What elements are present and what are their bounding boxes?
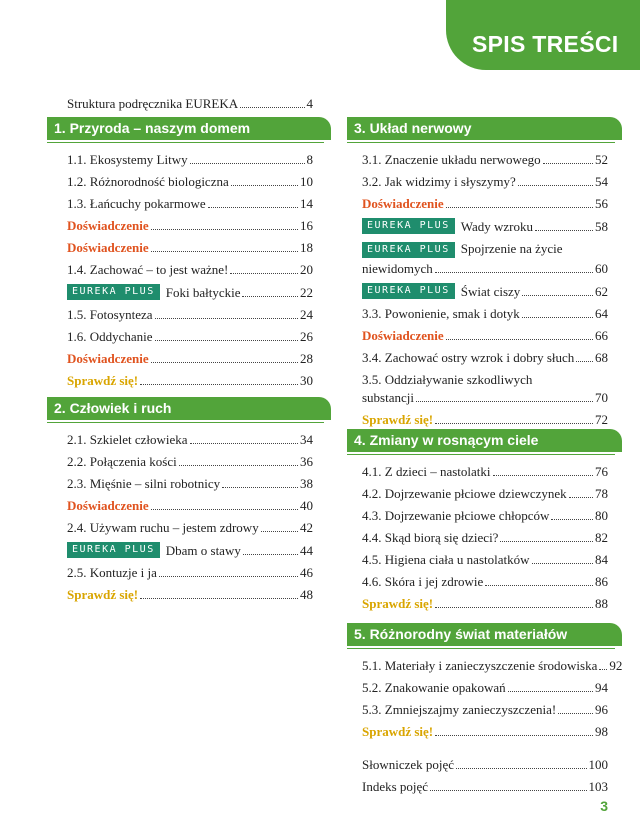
page-number-ref: 86 (595, 574, 608, 589)
entry-title: Sprawdź się! (67, 373, 139, 388)
leader-dots (151, 509, 298, 510)
page-number-ref: 60 (595, 261, 608, 277)
page-number-ref: 34 (300, 432, 313, 447)
page-number-ref: 88 (595, 596, 608, 611)
entry-title: 4.5. Higiena ciała u nastolatków (362, 552, 530, 567)
entry-title: 1.3. Łańcuchy pokarmowe (67, 196, 206, 211)
leader-dots (243, 554, 298, 555)
leader-dots (231, 185, 298, 186)
entry-title: 5.2. Znakowanie opakowań (362, 680, 506, 695)
title-tab (446, 0, 640, 70)
entry-title: 1.4. Zachować – to jest ważne! (67, 262, 229, 277)
leader-dots (179, 465, 298, 466)
toc-entry[interactable] (362, 508, 608, 523)
leader-dots (190, 163, 305, 164)
entry-title: Sprawdź się! (362, 412, 434, 428)
page-number-ref: 72 (595, 412, 608, 428)
entry-title: 2.3. Mięśnie – silni robotnicy (67, 476, 221, 491)
entry-title: 4.6. Skóra i jej zdrowie (362, 574, 484, 589)
leader-dots (240, 107, 304, 108)
entry-title: Foki bałtyckie (165, 285, 241, 300)
entry-title: Świat ciszy (460, 284, 521, 300)
entry-title: 4.2. Dojrzewanie płciowe dziewczynek (362, 486, 567, 501)
toc-entry[interactable] (67, 307, 313, 322)
toc-entry[interactable] (67, 196, 313, 211)
page-number-ref: 22 (300, 285, 313, 300)
page-number-ref: 28 (300, 351, 313, 366)
toc-entry[interactable] (362, 464, 608, 479)
toc-entry[interactable] (67, 174, 313, 189)
toc-entry[interactable] (67, 587, 313, 602)
eureka-plus-badge: EUREKA PLUS (67, 542, 160, 558)
page-number-ref: 46 (300, 565, 313, 580)
page-number-ref: 16 (300, 218, 313, 233)
eureka-plus-badge: EUREKA PLUS (362, 218, 455, 234)
entry-title: Doświadczenie (67, 351, 149, 366)
entry-line (362, 241, 608, 258)
toc-entry[interactable] (362, 574, 608, 589)
toc-entry[interactable] (362, 724, 608, 739)
page-number-ref: 70 (595, 390, 608, 406)
page-number-ref: 42 (300, 520, 313, 535)
leader-dots (576, 361, 593, 362)
toc-entry[interactable] (67, 218, 313, 233)
toc-entry[interactable] (362, 757, 608, 772)
entry-title: 4.1. Z dzieci – nastolatki (362, 464, 491, 479)
toc-entry[interactable] (362, 680, 608, 695)
leader-dots (599, 669, 607, 670)
toc-entry[interactable] (362, 328, 608, 343)
toc-entry[interactable] (67, 498, 313, 513)
leader-dots (140, 384, 298, 385)
leader-dots (493, 475, 593, 476)
leader-dots (435, 272, 593, 273)
spacer (362, 739, 608, 748)
entry-title: Sprawdź się! (67, 587, 139, 602)
page-number-ref: 52 (595, 152, 608, 167)
page-number-ref: 14 (300, 196, 313, 211)
leader-dots (518, 185, 593, 186)
eureka-plus-badge: EUREKA PLUS (362, 283, 455, 299)
entry-title-cont: niewidomych (362, 261, 433, 277)
toc-entry[interactable] (362, 552, 608, 567)
entry-title: 1.6. Oddychanie (67, 329, 153, 344)
entry-title: Wady wzroku (460, 219, 533, 234)
leader-dots (456, 768, 586, 769)
page-number-ref: 38 (300, 476, 313, 491)
page-number-ref: 58 (595, 219, 608, 234)
entry-line (362, 372, 608, 387)
toc-entry[interactable] (362, 306, 608, 321)
page-number-ref: 103 (588, 779, 608, 794)
leader-dots (508, 691, 593, 692)
leader-dots (155, 340, 298, 341)
toc-entry[interactable] (67, 520, 313, 535)
toc-entry[interactable] (362, 152, 608, 167)
leader-dots (242, 296, 298, 297)
entry-title: 2.2. Połączenia kości (67, 454, 177, 469)
toc-entry[interactable] (67, 351, 313, 366)
extra-entries (362, 748, 608, 794)
entry-title: 3.2. Jak widzimy i słyszymy? (362, 174, 516, 189)
entry-title: Spojrzenie na życie (460, 241, 563, 256)
leader-dots (446, 207, 593, 208)
leader-dots (543, 163, 593, 164)
page-number: 3 (600, 798, 608, 814)
leader-dots (435, 735, 593, 736)
toc-entry[interactable] (67, 542, 313, 558)
leader-dots (140, 598, 298, 599)
page-number-ref: 8 (306, 152, 313, 167)
toc-entry[interactable] (362, 658, 623, 673)
page-number-ref: 44 (300, 543, 313, 558)
section-3 (354, 117, 608, 428)
entry-title: 4.4. Skąd biorą się dzieci? (362, 530, 499, 545)
entry-title: 4.3. Dojrzewanie płciowe chłopców (362, 508, 550, 523)
page-number-ref: 10 (300, 174, 313, 189)
leader-dots (522, 295, 593, 296)
toc-entry[interactable] (67, 432, 313, 447)
toc-entry[interactable] (67, 152, 313, 167)
leader-dots (532, 563, 593, 564)
toc-entry[interactable] (362, 196, 608, 211)
entry-title: 3.4. Zachować ostry wzrok i dobry słuch (362, 350, 575, 366)
section-title: 4. Zmiany w rosnącym ciele (347, 429, 622, 452)
toc-entry[interactable] (67, 262, 313, 277)
leader-dots (485, 585, 593, 586)
toc-entry[interactable] (67, 373, 313, 388)
entry-title: 3.3. Powonienie, smak i dotyk (362, 306, 520, 322)
toc-entry[interactable] (67, 476, 313, 491)
toc-entry[interactable] (362, 283, 608, 299)
intro-text: Struktura podręcznika EUREKA (67, 96, 239, 111)
entry-line (362, 261, 608, 276)
entry-title: 2.4. Używam ruchu – jestem zdrowy (67, 520, 259, 535)
page-number-ref: 24 (300, 307, 313, 322)
leader-dots (569, 497, 593, 498)
section-5 (354, 623, 623, 794)
page-number-ref: 56 (595, 196, 608, 211)
page-number-ref: 18 (300, 240, 313, 255)
leader-dots (500, 541, 593, 542)
section-title: 3. Układ nerwowy (347, 117, 622, 140)
entry-title: 3.5. Oddziaływanie szkodliwych (362, 372, 533, 388)
section-title: 1. Przyroda – naszym domem (47, 117, 331, 140)
entry-title: 1.5. Fotosynteza (67, 307, 153, 322)
toc-entry[interactable] (362, 412, 608, 427)
page-number-ref: 30 (300, 373, 313, 388)
entry-title: 5.3. Zmniejszajmy zanieczyszczenia! (362, 702, 557, 717)
page-number-ref: 94 (595, 680, 608, 695)
leader-dots (151, 362, 298, 363)
leader-dots (190, 443, 298, 444)
page-number-ref: 54 (595, 174, 608, 189)
toc-entry[interactable] (362, 372, 608, 405)
page-number-ref: 98 (595, 724, 608, 739)
section-2 (54, 397, 313, 602)
page-number-ref: 84 (595, 552, 608, 567)
leader-dots (446, 339, 593, 340)
entry-title: 2.1. Szkielet człowieka (67, 432, 188, 447)
page-number-ref: 40 (300, 498, 313, 513)
toc-entry[interactable] (362, 174, 608, 189)
leader-dots (151, 251, 298, 252)
entry-title: Doświadczenie (67, 240, 149, 255)
section-entries (362, 143, 608, 427)
toc-entry[interactable] (67, 454, 313, 469)
entry-title: Sprawdź się! (362, 596, 434, 611)
page-number-ref: 76 (595, 464, 608, 479)
page-number-ref: 62 (595, 284, 608, 300)
leader-dots (261, 531, 298, 532)
toc-entry[interactable] (67, 565, 313, 580)
entry-line (362, 390, 608, 405)
entry-title-cont: substancji (362, 390, 414, 406)
section-4 (354, 429, 608, 611)
entry-title: 1.1. Ekosystemy Litwy (67, 152, 188, 167)
eureka-plus-badge: EUREKA PLUS (362, 242, 455, 258)
leader-dots (435, 423, 593, 424)
intro-entry[interactable] (67, 96, 313, 111)
page-number-ref: 78 (595, 486, 608, 501)
leader-dots (151, 229, 298, 230)
leader-dots (230, 273, 298, 274)
entry-title: Indeks pojęć (362, 779, 429, 794)
page-number-ref: 26 (300, 329, 313, 344)
leader-dots (155, 318, 298, 319)
entry-title: Słowniczek pojęć (362, 757, 455, 772)
page-number-ref: 96 (595, 702, 608, 717)
page-number-ref: 20 (300, 262, 313, 277)
entry-title: Doświadczenie (362, 328, 444, 344)
leader-dots (222, 487, 298, 488)
page-number-ref: 64 (595, 306, 608, 322)
section-1 (54, 117, 313, 388)
entry-title: Doświadczenie (67, 498, 149, 513)
entry-title: 1.2. Różnorodność biologiczna (67, 174, 229, 189)
entry-title: Doświadczenie (67, 218, 149, 233)
page-number-ref: 82 (595, 530, 608, 545)
section-entries (67, 143, 313, 388)
section-title: 5. Różnorodny świat materiałów (347, 623, 622, 646)
leader-dots (430, 790, 586, 791)
entry-title: 5.1. Materiały i zanieczyszczenie środowiska (362, 658, 598, 673)
toc-entry[interactable] (362, 350, 608, 365)
page-number-ref: 92 (609, 658, 623, 673)
entry-title: 2.5. Kontuzje i ja (67, 565, 157, 580)
section-title: 2. Człowiek i ruch (47, 397, 331, 420)
page-number-ref: 68 (595, 350, 608, 366)
entry-title: Dbam o stawy (165, 543, 241, 558)
leader-dots (208, 207, 298, 208)
leader-dots (558, 713, 593, 714)
page-number-ref: 48 (300, 587, 313, 602)
toc-entry[interactable] (362, 779, 608, 794)
toc-entry[interactable] (362, 218, 608, 234)
leader-dots (416, 401, 593, 402)
toc-entry[interactable] (362, 530, 608, 545)
leader-dots (535, 230, 593, 231)
toc-entry[interactable] (67, 284, 313, 300)
leader-dots (551, 519, 593, 520)
eureka-plus-badge: EUREKA PLUS (67, 284, 160, 300)
page-title: SPIS TREŚCI (472, 31, 619, 57)
toc-entry[interactable] (67, 329, 313, 344)
section-entries (362, 649, 623, 739)
leader-dots (159, 576, 298, 577)
entry-title: Doświadczenie (362, 196, 444, 211)
toc-entry[interactable] (67, 240, 313, 255)
toc-entry[interactable] (362, 486, 608, 501)
page-number-ref: 66 (595, 328, 608, 344)
toc-entry[interactable] (362, 241, 608, 276)
page-number-ref: 80 (595, 508, 608, 523)
entry-title: Sprawdź się! (362, 724, 434, 739)
page-number-ref: 100 (588, 757, 608, 772)
leader-dots (435, 607, 593, 608)
section-entries (362, 455, 608, 611)
toc-entry[interactable] (362, 596, 608, 611)
entry-title: 3.1. Znaczenie układu nerwowego (362, 152, 541, 167)
leader-dots (522, 317, 593, 318)
intro-page: 4 (306, 96, 313, 111)
section-entries (67, 423, 313, 602)
toc-entry[interactable] (362, 702, 608, 717)
page-number-ref: 36 (300, 454, 313, 469)
